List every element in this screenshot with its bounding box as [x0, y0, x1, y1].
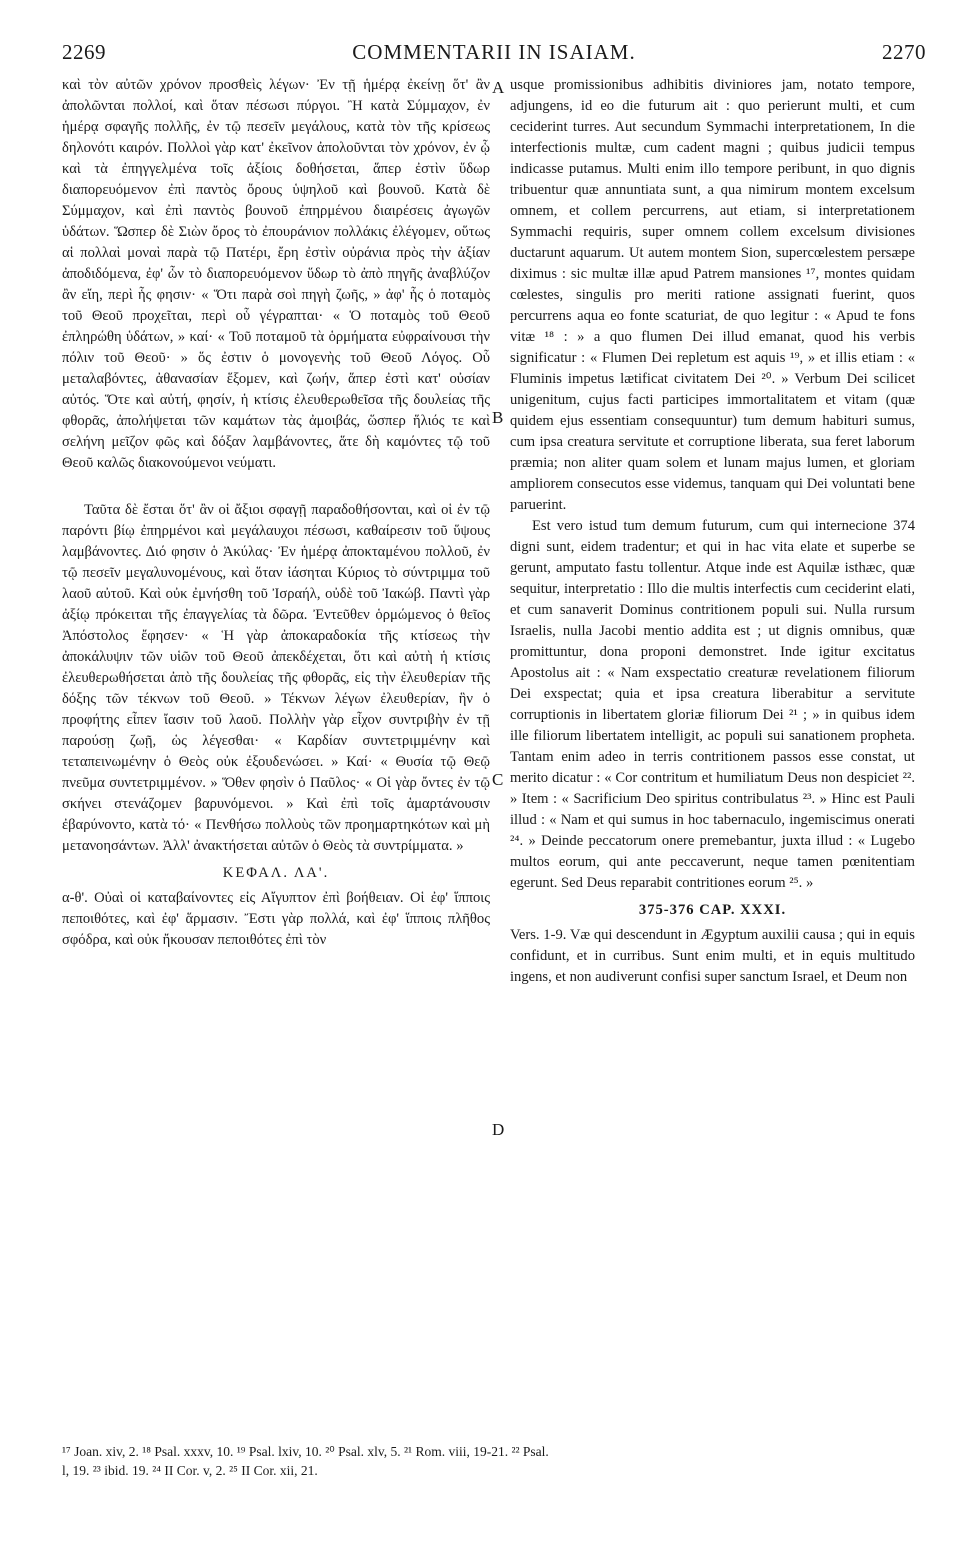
margin-letter-d: D [492, 1120, 505, 1139]
footnote-line-2: l, 19. ²³ ibid. 19. ²⁴ II Cor. v, 2. ²⁵ II Cor. xii, 21. [62, 1463, 318, 1478]
margin-letter-a: A [492, 78, 505, 97]
margin-letter-b: B [492, 408, 504, 427]
left-page-number: 2269 [62, 40, 106, 64]
greek-paragraph-2: Ταῦτα δὲ ἔσται ὅτ' ἂν οἱ ἄξιοι σφαγῇ παραδοθήσονται, καὶ οἱ ἐν τῷ παρόντι βίῳ ἐπηρμένοι καὶ μεγάλαυχοι πέσωσι, καθαίρεσιν τοῦ ὕψους λαμβάνοντες. Διό φησιν ὁ Ἀκύλας· Ἐν ἡμέρᾳ ἀποκταμένου πολλοῦ, ἐν τῷ πεσεῖν μεγαλυνομένους, καὶ ὅταν ἰάσηται Κύριος τὸ σύντριμμα τοῦ λαοῦ αὐτοῦ. Καὶ οὐκ ἐμνήσθη τοῦ Ἰσραήλ, οὐδὲ τοῦ Ἰακώβ. Παντὶ γὰρ ἀξίῳ πρόκειται τῆς ἐπαγγελίας τὰ δῶρα. Ἐντεῦθεν ὁρμώμενος ὁ θεῖος Ἀπόστολος ἔφησεν· « Ἡ γὰρ ἀποκαραδοκία τῆς κτίσεως τὴν ἀποκάλυψιν τῶν υἱῶν τοῦ Θεοῦ ἀπεκδέχεται, ὅτι καὶ αὐτὴ ἡ κτίσις ἐλευθερωθήσεται ἀπὸ τῆς δουλείας τῆς φθορᾶς, εἰς τὴν ἐλευθερίαν τῆς δόξης τῶν τέκνων τοῦ Θεοῦ. » Τέκνων λέγων ἐλευθερίαν, ἣν ὁ προφήτης εἶπεν ἴασιν τοῦ λαοῦ. Πολλὴν γὰρ εἶχον συντριβὴν ἐν τῇ παρούσῃ ζωῇ, ὡς λέγεσθαι· « Καρδίαν συντετριμμένην καὶ τεταπεινωμένην ὁ Θεὸς οὐκ ἐξουδενώσει. » Καί· « Θυσία τῷ Θεῷ πνεῦμα συντετριμμένον. » Ὅθεν φησὶν ὁ Παῦλος· « Οἱ γὰρ ὄντες ἐν τῷ σκήνει στενάζομεν βαρυνόμενοι. » Καὶ ἐπὶ τοῖς ἁμαρτάνουσιν ἐβαρύνοντο, κατὰ τό· « Πενθήσω πολλοὺς τῶν προημαρτηκότων καὶ μὴ μετανοησάντων. Ἀλλ' ἀνακτήσεται αὐτῶν ὁ Θεὸς τὰ συντρίμματα. » [62, 502, 490, 854]
greek-chapter-heading: ΚΕΦΑΛ. ΛΑ'. [222, 865, 330, 881]
footnote-line-1: ¹⁷ Joan. xiv, 2. ¹⁸ Psal. xxxv, 10. ¹⁹ Psal. lxiv, 10. ²⁰ Psal. xlv, 5. ²¹ Rom. viii, 19-21. ²² Psal. [62, 1444, 549, 1459]
margin-letter-c: C [492, 770, 504, 789]
greek-paragraph-1: καὶ τὸν αὐτῶν χρόνον προσθεὶς λέγων· Ἐν τῇ ἡμέρᾳ ἐκείνῃ ὅτ' ἂν ἀπολῶνται πολλοί, καὶ ὅταν πέσωσι πύργοι. Ἢ κατὰ Σύμμαχον, ἐν ἡμέρᾳ σφαγῆς πολλῆς, ἐν τῷ πεσεῖν μεγάλους, κατὰ τὸν τῆς κρίσεως δηλονότι καιρόν. Πολλοὶ γὰρ κατ' ἐκεῖνον ἀπολοῦνται τὸν χρόνον, ἐν ᾧ καὶ τὰ ἐπηγγελμένα τοῖς ἀξίοις δοθήσεται, ἅπερ ἐστὶν ὕδωρ διαπορευόμενον ἐπὶ παντὸς ὄρους ὑψηλοῦ καὶ βουνοῦ. Κατὰ δὲ Σύμμαχον, καὶ ἐπὶ παντὸς βουνοῦ ἐπηρμένου διαιρέσεις ἀγωγῶν ὑδάτων. Ὥσπερ δὲ Σιὼν ὄρος τὸ ἐπουράνιον πολλάκις ἐλέγομεν, οὕτως αἱ πολλαὶ μοναὶ παρὰ τῷ Πατέρι, ἔρη ἐστὶν οὐράνια πρὸς τὴν ἀξίαν ἀποδιδόμενα, ἐφ' ὧν τὸ διαπορευόμενον ὕδωρ τὸ ἀπὸ πηγῆς ἀναβλύζον ἂν εἴη, περὶ ἧς φησιν· « Ὅτι παρὰ σοὶ πηγὴ ζωῆς, » ἀφ' ἧς ὁ ποταμὸς τοῦ Θεοῦ προχεῖται, περὶ οὗ γέγραπται· « Ὁ ποταμὸς τοῦ Θεοῦ ἐπληρώθη ὑδάτων, » καί· « Τοῦ ποταμοῦ τὰ ὁρμήματα εὐφραίνουσι τὴν πόλιν τοῦ Θεοῦ· » ὅς ἐστιν ὁ μονογενὴς τοῦ Θεοῦ Λόγος. Οὗ μεταλαβόντες, ἀθανασίαν ἕξομεν, καὶ ζωήν, ἅπερ ἐστὶ κατ' οὐσίαν αὐτός. Ὅτε καὶ αὐτή, φησίν, ἡ κτίσις ἐλευθερωθεῖσα τῆς δουλείας τῆς φθορᾶς, ἀπολήψεται τῶν καμάτων τὰς ἀμοιβάς, ὥσπερ ἥλιός τε καὶ σελήνη μεῖζον φῶς καὶ δόξαν λαμβάνοντες, ἅτε δὴ καμόντες τῷ τοῦ Θεοῦ καλῶς διακονούμενοι νεύματι. [62, 77, 490, 471]
running-title: COMMENTARII IN ISAIAM. [352, 40, 636, 64]
latin-paragraph-3: Vers. 1-9. Væ qui descendunt in Ægyptum auxilii causa ; qui in equis confidunt, et in curribus. Sunt enim multi, et in equis multitudo ingens, et non audiverunt confisi super sanctum Israel, et Deum non [510, 927, 915, 985]
latin-chapter-heading: 375-376 CAP. XXXI. [638, 902, 787, 918]
latin-column [510, 75, 915, 988]
latin-paragraph-1: usque promissionibus adhibitis diviniores jam, notato tempore, adjungens, id eo die futurum ait : quo perierunt multi, et cum ceciderint turres. Aut secundum Symmachi interpretationem, In die interfectionis multæ, cum cadent magni ; quibus judicii tempus indicasse putamus. Multi enim illo tempore peribunt, in quo dignis tribuentur quæ annuntiata sunt, a qua nimirum montem excelsum omnem, et collem percurrens, aut etiam, si interpretationem Symmachi requiris, super omnem collem excelsum divisiones ductarunt aquarum. Ut autem montem Sion, supercœlestem persæpe diximus : sic multæ illæ apud Patrem mansiones ¹⁷, montes quidam cœlestes, singulis pro meriti ratione assignati fuerint, quos percurrens aqua eo fonte scaturiat, de quo legitur : « Apud te fons vitæ ¹⁸ : » a quo flumen Dei illud emanat, quod his verbis significatur : « Flumen Dei repletum est aquis ¹⁹, » et illis etiam : « Fluminis impetus lætificat civitatem Dei ²⁰. » Verbum Dei scilicet unigenitum, cujus facti participes immortalitatem et vitam (quæ quidem ejus essentiam consequuntur) tum demum habituri sumus, cum ipsa creatura servitute et corruptione liberata, sua feret laborum præmia; non aliter quam solem et lunam majus lumen, et gloriam ampliorem consecutos esse videmus, tanquam qui Dei voluntati bene paruerint. [510, 77, 915, 513]
greek-column [62, 75, 490, 951]
latin-paragraph-2: Est vero istud tum demum futurum, cum qui internecione 374 digni sunt, eidem tradentur; et qui in hac vita elate et superbe se gerunt, amputato fastu tollentur. Atque inde est Aquilæ isthæc, quæ sequitur, interpretatio : Illo die multis interfectis cum ceciderint elati, et cum sanaverit Dominus contritionem populi sui. Nulla rursum Israelis, nulla Jacobi mentio addita est ; ut dignis omnibus, quæ promittuntur, dona proponi demonstret. Inde igitur excitatus Apostolus ait : « Nam exspectatio creaturæ revelationem filiorum Dei exspectat; quia et ipsa creatura liberabitur a servitute corruptionis in libertatem gloriæ filiorum Dei ²¹ ; » in quibus idem ille filiorum libertatem intelligit, ac populi sui sanationem propheta. Tantam enim adeo in terris contritionem passos esse constat, ut merito dicatur : « Cor contritum et humiliatum Deus non despiciet ²². » Item : « Sacrificium Deo spiritus contribulatus ²³. » Hinc est Pauli illud : « Nam et qui sumus in hoc tabernaculo, ingemiscimus onerati ²⁴. » Deinde peccatorum onere premebantur, juxta illud : « Lugebo multos eorum, qui ante peccaverunt, neque tamen pœnitentiam egerunt. Sed Deus reparabit contritiones eorum ²⁵. » [510, 518, 915, 891]
right-page-number: 2270 [882, 40, 926, 64]
page-header [62, 40, 926, 70]
greek-paragraph-3: α-θ'. Οὐαὶ οἱ καταβαίνοντες εἰς Αἴγυπτον ἐπὶ βοήθειαν. Οἱ ἐφ' ἵπποις πεποιθότες, καὶ ἐφ' ἅρμασιν. Ἔστι γὰρ πολλά, καὶ ἐφ' ἵπποις πλῆθος σφόδρα, καὶ οὐκ ἤκουσαν πεποιθότες ἐπὶ τὸν [62, 890, 490, 948]
footnotes [62, 1442, 922, 1480]
